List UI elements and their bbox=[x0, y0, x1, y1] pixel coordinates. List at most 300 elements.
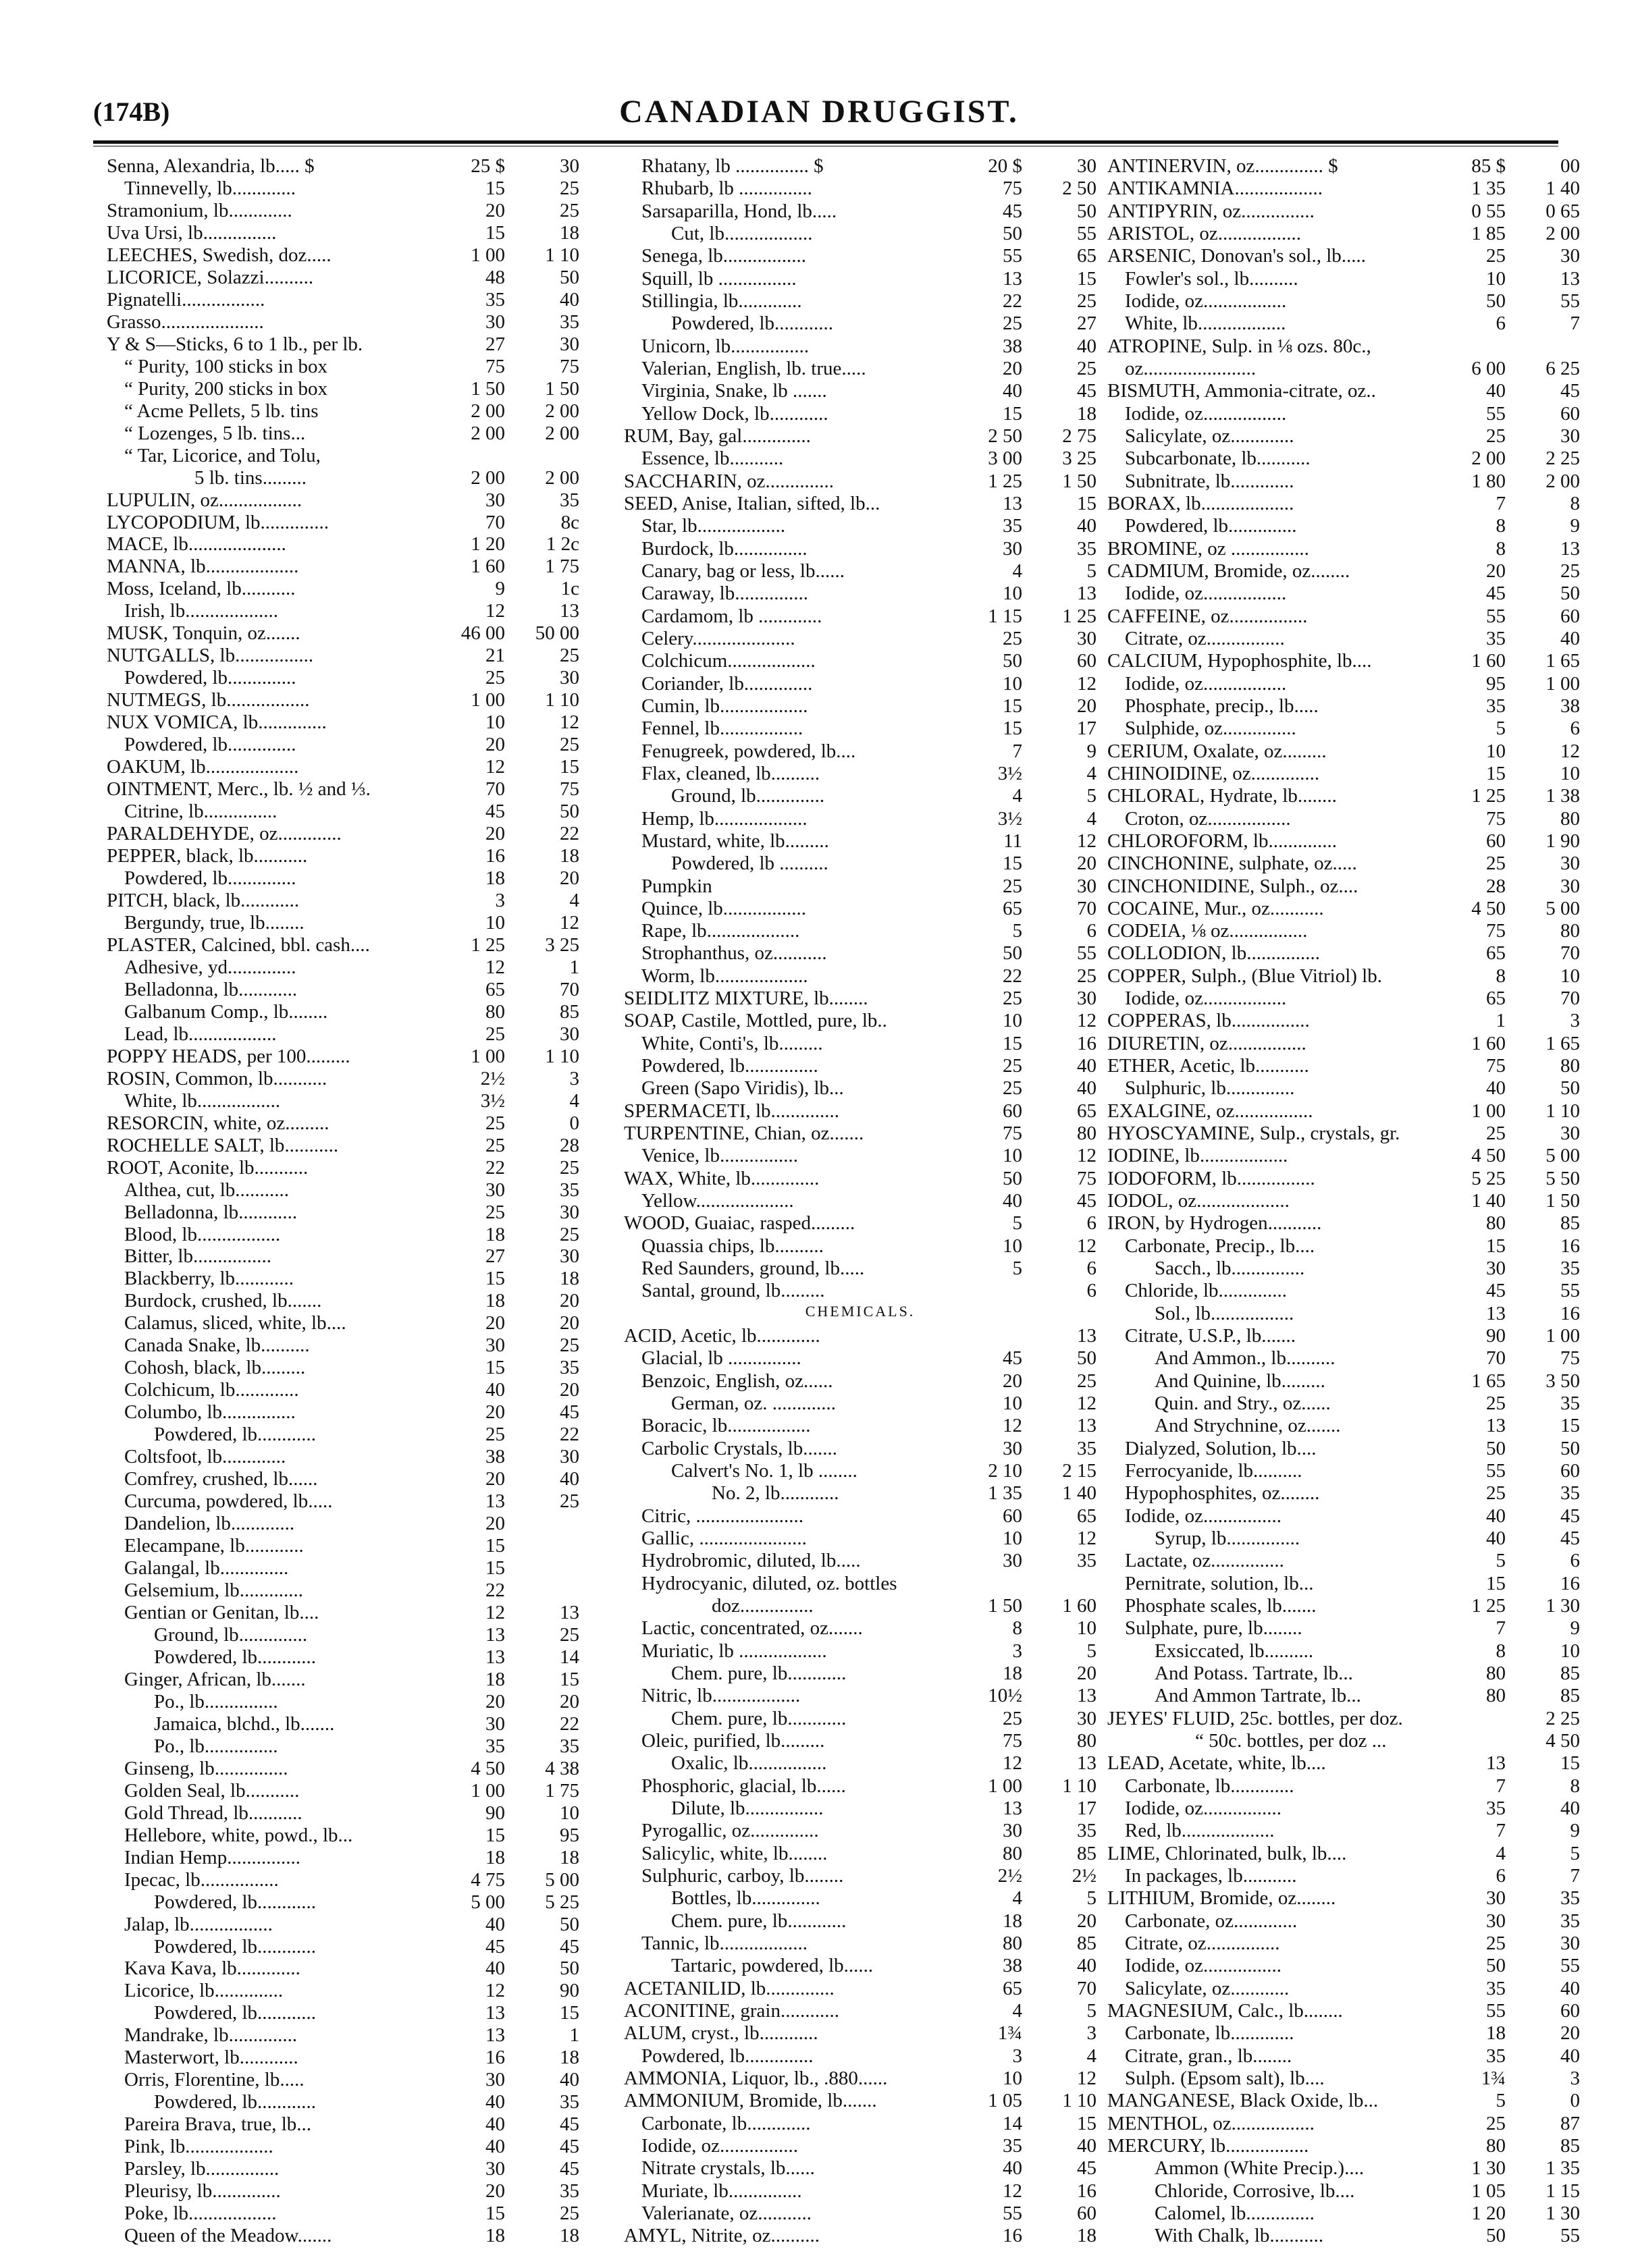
price-row bbox=[1107, 314, 1580, 333]
item-name: Sulphuric, carboy, lb........ bbox=[641, 1866, 844, 1886]
price-row bbox=[107, 1291, 579, 1310]
price-row bbox=[1107, 202, 1580, 221]
item-name: BISMUTH, Ammonia-citrate, oz.. bbox=[1107, 381, 1376, 402]
price-low: 25 bbox=[1003, 1055, 1022, 1077]
price-row bbox=[107, 1759, 579, 1778]
price-low: 75 bbox=[1486, 807, 1506, 830]
price-row bbox=[624, 1326, 1097, 1345]
price-low: 1 65 bbox=[1471, 1370, 1506, 1392]
item-name: And Quinine, lb......... bbox=[1155, 1371, 1325, 1391]
item-name: RESORCIN, white, oz......... bbox=[107, 1113, 329, 1133]
item-name: “ Purity, 100 sticks in box bbox=[124, 356, 328, 377]
price-high: 18 bbox=[560, 1846, 579, 1868]
item-name: Pignatelli................. bbox=[107, 290, 265, 310]
price-low: 13 bbox=[485, 2002, 505, 2024]
item-name: ALUM, cryst., lb............ bbox=[624, 2024, 818, 2044]
price-row bbox=[624, 1259, 1097, 1278]
item-name: CINCHONINE, sulphate, oz..... bbox=[1107, 854, 1357, 874]
price-row bbox=[1107, 1034, 1580, 1053]
item-name: Citrate, gran., lb........ bbox=[1125, 2046, 1292, 2066]
price-high: 80 bbox=[1077, 1123, 1097, 1145]
price-high: 14 bbox=[560, 1646, 579, 1668]
item-name: AMMONIUM, Bromide, lb....... bbox=[624, 2091, 877, 2111]
item-name: Hydrocyanic, diluted, oz. bottles bbox=[641, 1573, 897, 1594]
price-high: 70 bbox=[1560, 942, 1580, 965]
price-row bbox=[107, 2137, 579, 2156]
price-high: 55 bbox=[1560, 290, 1580, 312]
item-name: BORAX, lb................... bbox=[1107, 493, 1294, 514]
item-name: LUPULIN, oz................. bbox=[107, 490, 302, 510]
price-row bbox=[107, 824, 579, 843]
price-row bbox=[107, 310, 579, 333]
price-low: 8 bbox=[1496, 965, 1506, 987]
item-name: Powdered, lb.............. bbox=[124, 735, 296, 755]
price-row bbox=[624, 292, 1097, 310]
item-name: Uva Ursi, lb............... bbox=[107, 223, 277, 243]
item-name: SEED, Anise, Italian, sifted, lb... bbox=[624, 493, 880, 514]
price-low: 25 bbox=[485, 1023, 505, 1045]
price-high: 30 bbox=[1077, 1707, 1097, 1729]
price-row bbox=[1107, 1214, 1580, 1233]
price-row bbox=[1107, 224, 1580, 243]
price-row bbox=[624, 224, 1097, 243]
price-high: 40 bbox=[560, 2069, 579, 2091]
price-low: 35 bbox=[1486, 627, 1506, 649]
item-name: Jamaica, blchd., lb....... bbox=[154, 1714, 335, 1734]
price-high: 40 bbox=[1077, 2134, 1097, 2157]
price-low: 15 bbox=[485, 177, 505, 199]
price-low: 1¾ bbox=[1481, 2067, 1506, 2089]
price-row bbox=[107, 1225, 579, 1244]
price-row bbox=[107, 1536, 579, 1555]
price-high: 45 bbox=[560, 2113, 579, 2136]
item-name: MANGANESE, Black Oxide, lb... bbox=[1107, 2091, 1379, 2111]
price-high: 12 bbox=[1077, 1528, 1097, 1550]
item-name: 5 lb. tins......... bbox=[194, 468, 307, 488]
item-name: PARALDEHYDE, oz............. bbox=[107, 824, 342, 844]
price-row bbox=[624, 1461, 1097, 1480]
price-low: 1 00 bbox=[1471, 1100, 1506, 1122]
price-row bbox=[624, 2204, 1097, 2223]
price-low: 7 bbox=[1496, 1775, 1506, 1797]
price-high: 75 bbox=[1077, 1167, 1097, 1189]
price-row bbox=[1107, 2226, 1580, 2245]
price-high: 20 bbox=[1560, 2022, 1580, 2045]
price-low: 40 bbox=[485, 1379, 505, 1401]
price-low: 80 bbox=[1003, 1932, 1022, 1954]
price-low: 4 bbox=[1012, 1887, 1022, 1910]
item-name: Fowler's sol., lb.......... bbox=[1125, 269, 1298, 289]
item-name: “ 50c. bottles, per doz ... bbox=[1195, 1731, 1387, 1751]
price-high: 6 bbox=[1570, 718, 1580, 740]
item-name: Burdock, crushed, lb....... bbox=[124, 1291, 322, 1312]
price-high: 1 38 bbox=[1545, 785, 1580, 807]
price-low: 3 bbox=[1012, 1640, 1022, 1662]
price-row bbox=[107, 1737, 579, 1756]
price-row bbox=[1107, 809, 1580, 828]
price-high: 40 bbox=[1560, 2045, 1580, 2067]
price-high: 30 bbox=[560, 155, 579, 177]
item-name: OAKUM, lb................... bbox=[107, 757, 299, 778]
item-name: ANTIPYRIN, oz............... bbox=[1107, 201, 1315, 221]
price-high: 16 bbox=[1077, 2180, 1097, 2202]
item-name: Licorice, lb.............. bbox=[124, 1981, 284, 2001]
item-name: And Ammon., lb.......... bbox=[1155, 1349, 1336, 1369]
price-high: 15 bbox=[1560, 1752, 1580, 1775]
price-high: 0 bbox=[1570, 2090, 1580, 2112]
price-row bbox=[1107, 427, 1580, 446]
price-row bbox=[107, 1625, 579, 1644]
price-high: 13 bbox=[1560, 267, 1580, 290]
price-high: 60 bbox=[1077, 650, 1097, 672]
price-high: 55 bbox=[1560, 2225, 1580, 2247]
item-name: Powdered, lb............ bbox=[671, 314, 834, 334]
price-row bbox=[1107, 1866, 1580, 1885]
item-name: Rhatany, lb ............... $ bbox=[641, 157, 824, 176]
item-name: AMMONIA, Liquor, lb., .880...... bbox=[624, 2068, 888, 2088]
price-high: 35 bbox=[1077, 1437, 1097, 1459]
price-high: 25 bbox=[560, 2203, 579, 2225]
price-high: 10 bbox=[560, 1802, 579, 1824]
price-low: 8 bbox=[1012, 1617, 1022, 1640]
item-name: Green (Sapo Viridis), lb... bbox=[641, 1079, 844, 1099]
price-row bbox=[1107, 1146, 1580, 1165]
price-high: 13 bbox=[1077, 1415, 1097, 1437]
price-low: 15 bbox=[1003, 402, 1022, 425]
item-name: Carbonate, Precip., lb.... bbox=[1125, 1236, 1315, 1256]
price-low: 18 bbox=[485, 1223, 505, 1245]
price-high: 95 bbox=[560, 1824, 579, 1846]
item-name: Coltsfoot, lb............. bbox=[124, 1447, 286, 1467]
price-row bbox=[624, 584, 1097, 603]
price-high: 87 bbox=[1560, 2112, 1580, 2134]
price-high: 12 bbox=[1077, 2067, 1097, 2089]
price-high: 45 bbox=[560, 2136, 579, 2158]
item-name: Pareira Brava, true, lb... bbox=[124, 2115, 312, 2135]
price-row bbox=[107, 157, 579, 176]
price-row bbox=[1107, 359, 1580, 378]
price-high: 3 bbox=[1570, 2067, 1580, 2089]
item-name: Golden Seal, lb........... bbox=[124, 1781, 300, 1801]
price-row bbox=[1107, 607, 1580, 626]
price-row bbox=[624, 1889, 1097, 1908]
price-low: 18 bbox=[1003, 1662, 1022, 1684]
price-high: 60 bbox=[1077, 2202, 1097, 2224]
item-name: Ground, lb.............. bbox=[671, 786, 825, 807]
item-name: Parsley, lb............... bbox=[124, 2159, 280, 2180]
price-row bbox=[1107, 2114, 1580, 2133]
price-low: 5 bbox=[1496, 718, 1506, 740]
price-high: 40 bbox=[560, 1468, 579, 1490]
item-name: Pumpkin bbox=[641, 876, 712, 896]
price-row bbox=[624, 1349, 1097, 1368]
item-name: Salicylate, oz............. bbox=[1125, 426, 1294, 446]
price-low: 40 bbox=[485, 1958, 505, 1980]
price-low: 70 bbox=[1486, 1347, 1506, 1370]
price-row bbox=[1107, 1349, 1580, 1368]
price-row bbox=[1107, 944, 1580, 963]
price-row bbox=[107, 1336, 579, 1355]
item-name: Star, lb.................. bbox=[641, 516, 786, 537]
price-row bbox=[107, 1269, 579, 1288]
item-name: POPPY HEADS, per 100......... bbox=[107, 1046, 350, 1066]
price-high: 25 bbox=[560, 1623, 579, 1646]
price-high: 85 bbox=[1560, 1212, 1580, 1235]
item-name: Poke, lb.................. bbox=[124, 2204, 277, 2224]
item-name: Quin. and Stry., oz...... bbox=[1155, 1394, 1331, 1414]
price-high: 2 00 bbox=[545, 400, 579, 422]
item-name: Po., lb............... bbox=[154, 1736, 278, 1756]
item-name: Calamus, sliced, white, lb.... bbox=[124, 1314, 346, 1334]
item-name: Orris, Florentine, lb..... bbox=[124, 2070, 305, 2090]
price-high: 12 bbox=[1077, 1393, 1097, 1415]
price-high: 25 bbox=[560, 1334, 579, 1357]
item-name: Powdered, lb.............. bbox=[641, 2046, 814, 2066]
price-high: 5 bbox=[1086, 560, 1097, 582]
item-name: Dialyzed, Solution, lb.... bbox=[1125, 1438, 1317, 1459]
price-low: 1 40 bbox=[1471, 1190, 1506, 1212]
price-low: 35 bbox=[1486, 2045, 1506, 2067]
item-name: Iodide, oz................ bbox=[1125, 1506, 1282, 1526]
price-high: 25 bbox=[560, 1490, 579, 1513]
price-row bbox=[1107, 1529, 1580, 1548]
item-name: Flax, cleaned, lb.......... bbox=[641, 763, 820, 784]
item-name: Iodide, oz................. bbox=[1125, 404, 1287, 424]
price-low: 25 bbox=[1486, 1482, 1506, 1505]
price-high: 75 bbox=[1560, 1347, 1580, 1370]
item-name: ACETANILID, lb.............. bbox=[624, 1978, 835, 1999]
price-low: 22 bbox=[485, 1580, 505, 1601]
price-high: 30 bbox=[560, 1023, 579, 1045]
price-low: 22 bbox=[1003, 965, 1022, 987]
price-high: 13 bbox=[560, 1601, 579, 1623]
item-name: Hydrobromic, diluted, lb..... bbox=[641, 1551, 861, 1571]
price-row bbox=[624, 1821, 1097, 1840]
price-low: 4 50 bbox=[1471, 897, 1506, 919]
price-high: 30 bbox=[1560, 1123, 1580, 1145]
price-high: 2½ bbox=[1072, 1864, 1097, 1887]
item-name: White, lb.................. bbox=[1125, 314, 1286, 334]
price-row bbox=[624, 921, 1097, 940]
price-low: 15 bbox=[1486, 1572, 1506, 1594]
price-low: 5 bbox=[1496, 2090, 1506, 2112]
price-low: 15 bbox=[1003, 718, 1022, 740]
price-high: 18 bbox=[560, 221, 579, 244]
item-name: ANTINERVIN, oz.............. $ bbox=[1107, 157, 1338, 176]
price-low: 15 bbox=[1486, 762, 1506, 784]
item-name: CERIUM, Oxalate, oz......... bbox=[1107, 741, 1327, 761]
price-low: 1 00 bbox=[988, 1775, 1022, 1797]
item-name: Subcarbonate, lb........... bbox=[1125, 449, 1311, 469]
price-low: 25 bbox=[485, 1424, 505, 1446]
price-low: 1 00 bbox=[471, 244, 505, 266]
price-row bbox=[107, 268, 579, 287]
price-high: 1 10 bbox=[545, 244, 579, 266]
price-low: 65 bbox=[1486, 942, 1506, 965]
price-high: 2 00 bbox=[1545, 222, 1580, 244]
price-high: 20 bbox=[560, 1290, 579, 1312]
price-high: 16 bbox=[1560, 1302, 1580, 1324]
price-row bbox=[624, 1642, 1097, 1660]
item-name: Columbo, lb............... bbox=[124, 1403, 296, 1423]
item-name: CAFFEINE, oz................ bbox=[1107, 606, 1308, 626]
price-row bbox=[107, 757, 579, 776]
item-name: IODOL, oz................... bbox=[1107, 1191, 1290, 1212]
price-high: 15 bbox=[560, 2002, 579, 2024]
item-name: White, lb................. bbox=[124, 1091, 281, 1111]
item-name: ACONITINE, grain............ bbox=[624, 2001, 839, 2021]
price-high: 1 bbox=[569, 956, 579, 978]
item-name: Galbanum Comp., lb........ bbox=[124, 1002, 328, 1022]
section-heading bbox=[624, 1304, 1097, 1323]
price-low: 27 bbox=[485, 333, 505, 355]
item-name: MUSK, Tonquin, oz....... bbox=[107, 624, 300, 644]
price-row bbox=[1107, 1664, 1580, 1683]
price-high: 1 75 bbox=[545, 556, 579, 578]
price-row bbox=[624, 269, 1097, 288]
price-row bbox=[107, 1247, 579, 1266]
item-name: Citric, ...................... bbox=[641, 1506, 804, 1526]
price-row bbox=[624, 967, 1097, 986]
item-name: Sol., lb................. bbox=[1155, 1303, 1294, 1324]
price-high: 70 bbox=[1077, 897, 1097, 919]
item-name: Mustard, white, lb......... bbox=[641, 831, 829, 851]
item-name: Dilute, lb................ bbox=[671, 1798, 824, 1818]
price-row bbox=[107, 913, 579, 932]
price-row bbox=[624, 472, 1097, 491]
price-high: 20 bbox=[1077, 1910, 1097, 1932]
price-high: 22 bbox=[560, 1424, 579, 1446]
price-high: 3 bbox=[1570, 1010, 1580, 1032]
item-name: Citrate, oz................ bbox=[1125, 628, 1285, 649]
journal-title: CANADIAN DRUGGIST. bbox=[619, 94, 1019, 130]
item-name: Fennel, lb................. bbox=[641, 719, 803, 739]
price-row bbox=[107, 1403, 579, 1422]
price-row bbox=[1107, 1551, 1580, 1570]
item-name: COPPER, Sulph., (Blue Vitriol) lb. bbox=[1107, 966, 1382, 986]
price-high: 90 bbox=[560, 1980, 579, 2002]
price-high: 15 bbox=[1077, 492, 1097, 514]
price-row bbox=[107, 1314, 579, 1332]
price-high: 30 bbox=[1560, 875, 1580, 897]
price-high: 60 bbox=[1560, 1999, 1580, 2022]
item-name: Gelsemium, lb............. bbox=[124, 1581, 304, 1600]
price-low: 40 bbox=[1486, 1505, 1506, 1527]
price-row bbox=[624, 1034, 1097, 1053]
price-low: 12 bbox=[485, 600, 505, 622]
price-high: 18 bbox=[560, 2225, 579, 2247]
price-row bbox=[107, 1380, 579, 1399]
price-low: 38 bbox=[485, 1446, 505, 1468]
price-row bbox=[107, 2003, 579, 2022]
price-low: 25 bbox=[1003, 627, 1022, 649]
item-name: Phosphate scales, lb....... bbox=[1125, 1596, 1317, 1616]
price-row bbox=[1107, 1889, 1580, 1908]
price-high: 5 25 bbox=[545, 1891, 579, 1913]
price-low: 65 bbox=[1003, 1977, 1022, 1999]
price-low: 15 bbox=[1003, 853, 1022, 875]
price-low: 18 bbox=[485, 2225, 505, 2247]
price-high: 6 bbox=[1086, 1258, 1097, 1280]
price-high: 20 bbox=[560, 867, 579, 889]
item-name: Senega, lb................. bbox=[641, 246, 807, 267]
price-high: 1 10 bbox=[1062, 2090, 1097, 2112]
item-name: Gold Thread, lb........... bbox=[124, 1803, 302, 1823]
price-low: 15 bbox=[485, 1557, 505, 1580]
price-high: 45 bbox=[560, 1935, 579, 1958]
price-high: 40 bbox=[1077, 1955, 1097, 1977]
item-name: MENTHOL, oz................. bbox=[1107, 2113, 1315, 2134]
price-low: 1 00 bbox=[471, 1045, 505, 1067]
price-low: 20 bbox=[485, 734, 505, 756]
price-high: 45 bbox=[560, 1401, 579, 1424]
price-low: 55 bbox=[1486, 402, 1506, 425]
price-low: 4 bbox=[1012, 785, 1022, 807]
item-name: SACCHARIN, oz.............. bbox=[624, 471, 834, 491]
item-name: Gallic, ...................... bbox=[641, 1529, 807, 1549]
price-low: 8 bbox=[1496, 1640, 1506, 1662]
item-name: EXALGINE, oz................ bbox=[1107, 1101, 1313, 1121]
price-low: 30 bbox=[485, 1712, 505, 1735]
price-row bbox=[1107, 2182, 1580, 2200]
price-high: 25 bbox=[1077, 965, 1097, 987]
price-high: 65 bbox=[1077, 1100, 1097, 1122]
price-high: 1 50 bbox=[1062, 470, 1097, 492]
price-low: 5 25 bbox=[1471, 1167, 1506, 1189]
price-high: 12 bbox=[1077, 1235, 1097, 1257]
price-row bbox=[624, 989, 1097, 1008]
item-name: Coriander, lb.............. bbox=[641, 674, 813, 694]
section-heading-label: CHEMICALS. bbox=[805, 1303, 916, 1319]
price-row bbox=[1107, 1011, 1580, 1030]
price-low: 15 bbox=[485, 2203, 505, 2225]
price-low: 12 bbox=[485, 1980, 505, 2002]
price-row bbox=[624, 2069, 1097, 2088]
price-high: 40 bbox=[1077, 515, 1097, 537]
price-low: 55 bbox=[1003, 2202, 1022, 2224]
price-high: 28 bbox=[560, 1134, 579, 1156]
item-name: Ipecac, lb................ bbox=[124, 1870, 279, 1890]
price-low: 1 50 bbox=[988, 1595, 1022, 1617]
price-low: 18 bbox=[1486, 2022, 1506, 2045]
price-row bbox=[107, 579, 579, 598]
price-high: 5 bbox=[1570, 1842, 1580, 1864]
item-name: Canary, bag or less, lb...... bbox=[641, 561, 845, 581]
item-name: No. 2, lb............ bbox=[712, 1484, 839, 1504]
price-high: 25 bbox=[560, 734, 579, 756]
price-high: 0 65 bbox=[1545, 200, 1580, 222]
item-name: And Ammon Tartrate, lb... bbox=[1155, 1686, 1361, 1706]
price-high: 1 35 bbox=[1545, 2157, 1580, 2180]
item-name: Lead, lb.................. bbox=[124, 1024, 277, 1044]
item-name: Blackberry, lb............ bbox=[124, 1269, 294, 1289]
price-low: 3 00 bbox=[988, 448, 1022, 470]
price-low: 85 $ bbox=[1471, 155, 1506, 177]
price-low: 6 bbox=[1496, 1864, 1506, 1887]
price-high: 5 bbox=[1086, 785, 1097, 807]
price-low: 60 bbox=[1486, 830, 1506, 852]
item-name: NUTMEGS, lb................. bbox=[107, 691, 310, 711]
price-high: 2 00 bbox=[545, 466, 579, 489]
price-low: 3 bbox=[1012, 2045, 1022, 2067]
price-row bbox=[624, 764, 1097, 783]
item-name: Calomel, lb.............. bbox=[1155, 2203, 1315, 2223]
item-name: Red, lb................... bbox=[1125, 1821, 1275, 1841]
price-row bbox=[1107, 967, 1580, 986]
price-high: 10 bbox=[1560, 762, 1580, 784]
price-row bbox=[1107, 2047, 1580, 2066]
price-low: 16 bbox=[485, 2047, 505, 2069]
